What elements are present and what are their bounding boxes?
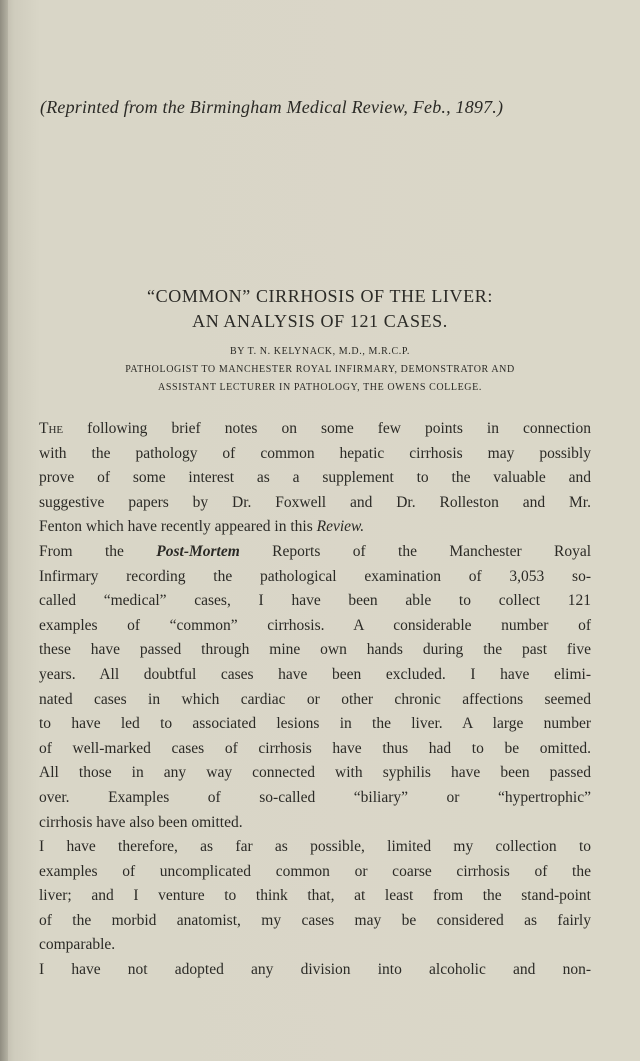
body-line-text: Fenton which have recently appeared in this (39, 518, 317, 536)
body-line: these have passed through mine own hands during the past five (39, 641, 591, 659)
body-line: years. All doubtful cases have been excluded. I have elimi- (39, 665, 591, 683)
body-line: All those in any way connected with syphilis have been passed (39, 764, 591, 782)
body-line: suggestive papers by Dr. Foxwell and Dr. Rolleston and Mr. (39, 493, 591, 511)
article-title-line-1: “COMMON” CIRRHOSIS OF THE LIVER: (147, 286, 493, 306)
page-spine-shadow (0, 0, 8, 1061)
body-line (39, 540, 591, 565)
body-line: nated cases in which cardiac or other chronic affections seemed (39, 690, 591, 708)
body-line: over. Examples of so-called “biliary” or “hypertrophic” (39, 788, 591, 806)
author-line: BY T. N. KELYNACK, M.D., M.R.C.P. (229, 346, 411, 357)
body-line: of well-marked cases of cirrhosis have thus had to be omitted. (39, 739, 591, 757)
post-mortem-italic: Post-Mortem (156, 542, 240, 560)
body-line: prove of some interest as a supplement to the valuable and (39, 469, 591, 487)
author-affiliation-line-1: PATHOLOGIST TO MANCHESTER ROYAL INFIRMARY, DEMONSTRATOR AND (125, 364, 515, 375)
body-line: with the pathology of common hepatic cirrhosis may possibly (39, 444, 591, 462)
drop-word: The (39, 420, 64, 437)
body-line: I have not adopted any division into alcoholic and non- (39, 961, 591, 979)
body-line-text: From the (39, 542, 157, 560)
body-line: comparable. (39, 936, 116, 954)
body-line: examples of “common” cirrhosis. A considerable number of (39, 616, 591, 634)
article-body (39, 417, 591, 983)
reprint-note: (Reprinted from the Birmingham Medical Review, Feb., 1897.) (40, 97, 504, 117)
body-line: Infirmary recording the pathological examination of 3,053 so- (39, 567, 591, 585)
journal-name-italic: Review. (316, 518, 365, 536)
body-line-text: Reports of the Manchester Royal (239, 542, 592, 560)
body-line: liver; and I venture to think that, at least from the stand-point (39, 887, 591, 905)
body-line: examples of uncomplicated common or coarse cirrhosis of the (39, 862, 591, 880)
body-line: cirrhosis have also been omitted. (39, 813, 243, 831)
body-line: to have led to associated lesions in the liver. A large number (39, 715, 591, 733)
author-affiliation-line-2: ASSISTANT LECTURER IN PATHOLOGY, THE OWENS COLLEGE. (158, 382, 482, 393)
body-line: called “medical” cases, I have been able to collect 121 (39, 592, 591, 610)
body-line: I have therefore, as far as possible, limited my collection to (39, 838, 591, 856)
body-line (39, 515, 591, 540)
body-line: of the morbid anatomist, my cases may be considered as fairly (39, 911, 591, 929)
body-line-text: following brief notes on some few points in connection (63, 420, 591, 437)
body-line (39, 417, 591, 442)
article-title-line-2: AN ANALYSIS OF 121 CASES. (192, 311, 448, 331)
